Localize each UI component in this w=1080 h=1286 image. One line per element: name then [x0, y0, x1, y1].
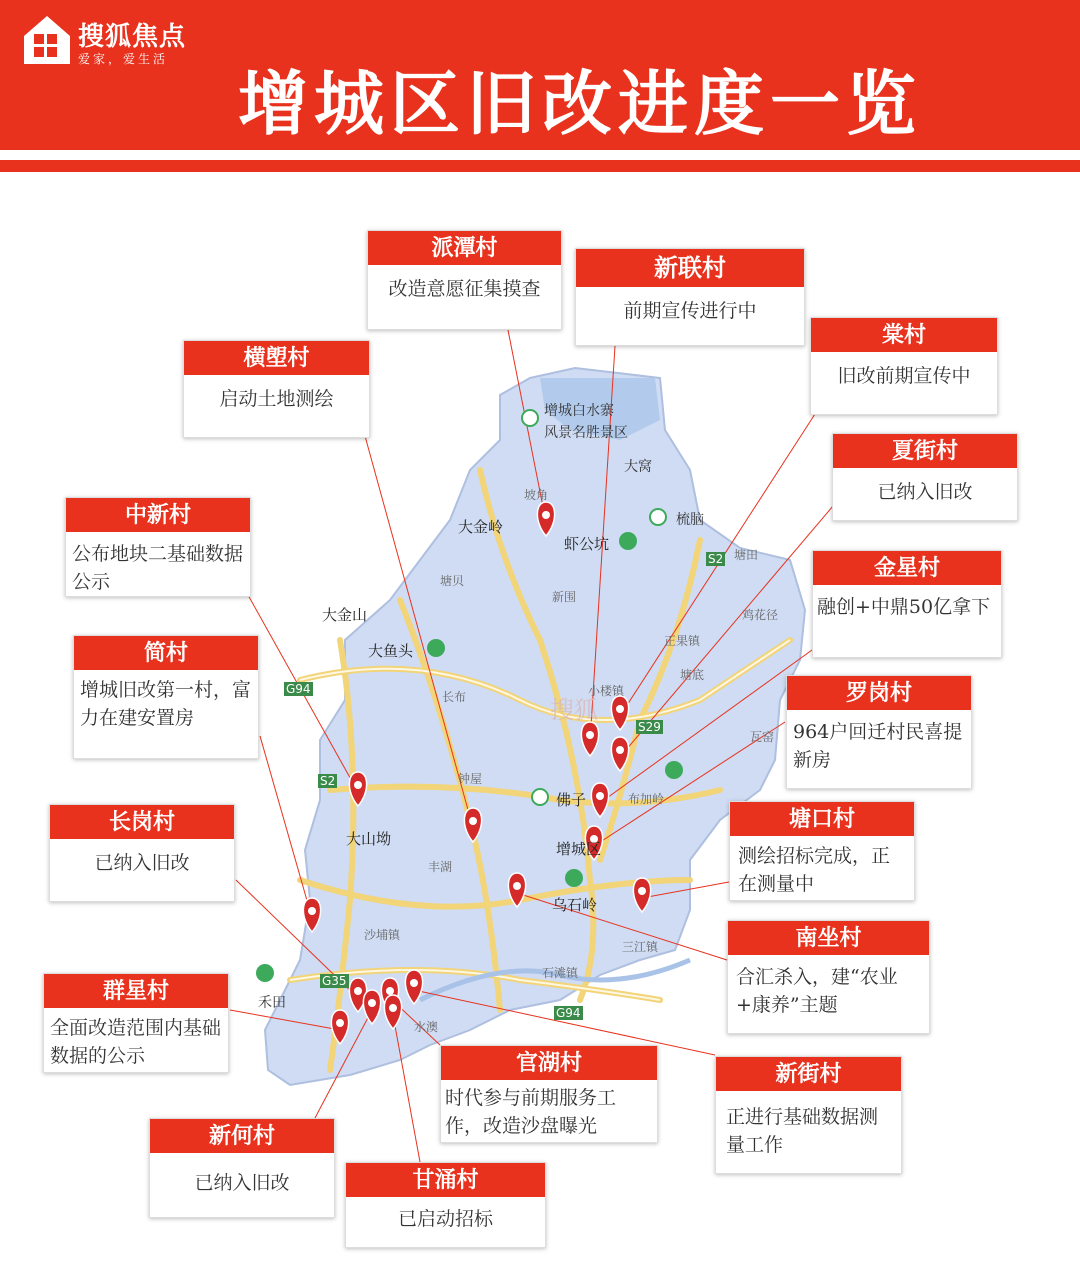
- map-label: 增城区: [556, 840, 602, 858]
- village-status: 改造意愿征集摸查: [388, 278, 541, 300]
- map-label: 大金山: [322, 606, 368, 624]
- map-watermark: 搜狐: [550, 696, 598, 724]
- village-status: 全面改造范围内基础数据的公示: [50, 1017, 222, 1067]
- village-card-paitan: [367, 230, 562, 330]
- village-status: 964户回迁村民喜提新房: [793, 721, 963, 771]
- village-name: 派潭村: [368, 231, 561, 265]
- village-card-changgang: [49, 804, 235, 902]
- village-name: 南坐村: [728, 921, 929, 955]
- village-name: 简村: [74, 636, 258, 670]
- map-label: 钟屋: [458, 772, 483, 786]
- map-label: 虾公坑: [564, 535, 610, 553]
- village-status: 已纳入旧改: [877, 481, 973, 503]
- village-status: 启动土地测绘: [219, 388, 334, 410]
- village-card-zhongxin: [65, 497, 251, 597]
- brand-name: 搜狐焦点: [78, 22, 187, 52]
- village-card-qunxing: [43, 973, 229, 1073]
- village-status: 时代参与前期服务工作，改造沙盘曝光: [445, 1087, 617, 1137]
- village-status: 增城旧改第一村，富力在建安置房: [80, 679, 252, 729]
- village-name: 新联村: [576, 249, 804, 287]
- village-card-guanhu: [440, 1045, 658, 1143]
- map-label: 增城白水寨: [544, 403, 614, 419]
- village-card-tangcun: [810, 317, 998, 415]
- village-name: 横塱村: [184, 341, 369, 375]
- map-label: 乌石岭: [552, 896, 598, 914]
- village-status: 已纳入旧改: [94, 852, 190, 874]
- road-shield: G94: [556, 1006, 581, 1020]
- village-status: 已纳入旧改: [194, 1172, 290, 1194]
- map-label: 坡角: [524, 488, 549, 502]
- map-label: 塘田: [734, 548, 759, 562]
- village-card-henglang: [183, 340, 370, 438]
- map-label: 丰湖: [428, 860, 453, 874]
- village-card-nanzuo: [727, 920, 930, 1034]
- road-shield: G94: [286, 682, 311, 696]
- map-label: 大窝: [624, 459, 652, 475]
- brand-slogan: 爱家，爱生活: [78, 52, 169, 66]
- map-label: 风景名胜景区: [544, 425, 628, 441]
- village-name: 夏街村: [833, 434, 1017, 468]
- village-name: 新何村: [150, 1119, 334, 1153]
- village-card-gantong: [345, 1162, 546, 1248]
- village-card-jiancun: [73, 635, 259, 759]
- map-label: 布加岭: [628, 792, 665, 806]
- village-name: 群星村: [44, 974, 228, 1008]
- village-name: 新街村: [716, 1057, 901, 1091]
- village-name: 官湖村: [441, 1046, 657, 1080]
- page-title: 增城区旧改进度一览: [238, 62, 922, 145]
- village-status: 测绘招标完成，正在测量中: [738, 845, 891, 895]
- road-shield: S2: [320, 774, 336, 788]
- map-label: 小楼镇: [588, 684, 625, 698]
- map-label: 石滩镇: [542, 966, 579, 980]
- map-label: 大山坳: [346, 830, 392, 848]
- map-label: 瓦窑: [750, 730, 775, 744]
- village-name: 棠村: [811, 318, 997, 352]
- road-shield: G35: [322, 974, 347, 988]
- map-label: 塘底: [680, 668, 705, 682]
- village-name: 长岗村: [50, 805, 234, 839]
- road-shield: S29: [638, 720, 661, 734]
- village-status: 融创+中鼎50亿拿下: [817, 596, 991, 618]
- village-name: 甘涌村: [346, 1163, 545, 1197]
- map-label: 新围: [552, 590, 577, 604]
- map-label: 大鱼头: [368, 642, 414, 660]
- village-name: 塘口村: [730, 802, 914, 836]
- map-label: 三江镇: [622, 940, 659, 954]
- village-status: 已启动招标: [397, 1208, 493, 1230]
- village-name: 中新村: [66, 498, 250, 532]
- map-label: 佛子: [556, 791, 587, 809]
- village-status: 正进行基础数据测量工作: [726, 1106, 879, 1156]
- road-shield: S2: [708, 552, 724, 566]
- map-label: 梳脑: [676, 512, 704, 528]
- village-status: 旧改前期宣传中: [837, 365, 971, 387]
- village-status: 前期宣传进行中: [623, 300, 757, 322]
- village-name: 罗岗村: [787, 676, 971, 710]
- map-label: 正果镇: [664, 634, 701, 648]
- village-card-xinhe: [149, 1118, 335, 1218]
- map-label: 长布: [442, 690, 467, 704]
- map-label: 塘贝: [440, 574, 465, 588]
- map-label: 禾田: [258, 995, 286, 1011]
- map-label: 沙埔镇: [364, 928, 401, 942]
- village-card-tangkou: [729, 801, 915, 901]
- map-label: 鸡花径: [742, 608, 779, 622]
- village-card-xiajie: [832, 433, 1018, 521]
- map-label: 水澳: [414, 1020, 439, 1034]
- village-card-xinjie: [715, 1056, 902, 1174]
- village-status: 合汇杀入，建“农业+康养”主题: [736, 966, 898, 1016]
- village-name: 金星村: [813, 551, 1001, 585]
- village-status: 公布地块二基础数据公示: [72, 543, 244, 593]
- map-label: 大金岭: [458, 518, 504, 536]
- village-card-jinxing: [812, 550, 1002, 658]
- village-card-luogang: [786, 675, 972, 789]
- village-card-xinlian: [575, 248, 805, 346]
